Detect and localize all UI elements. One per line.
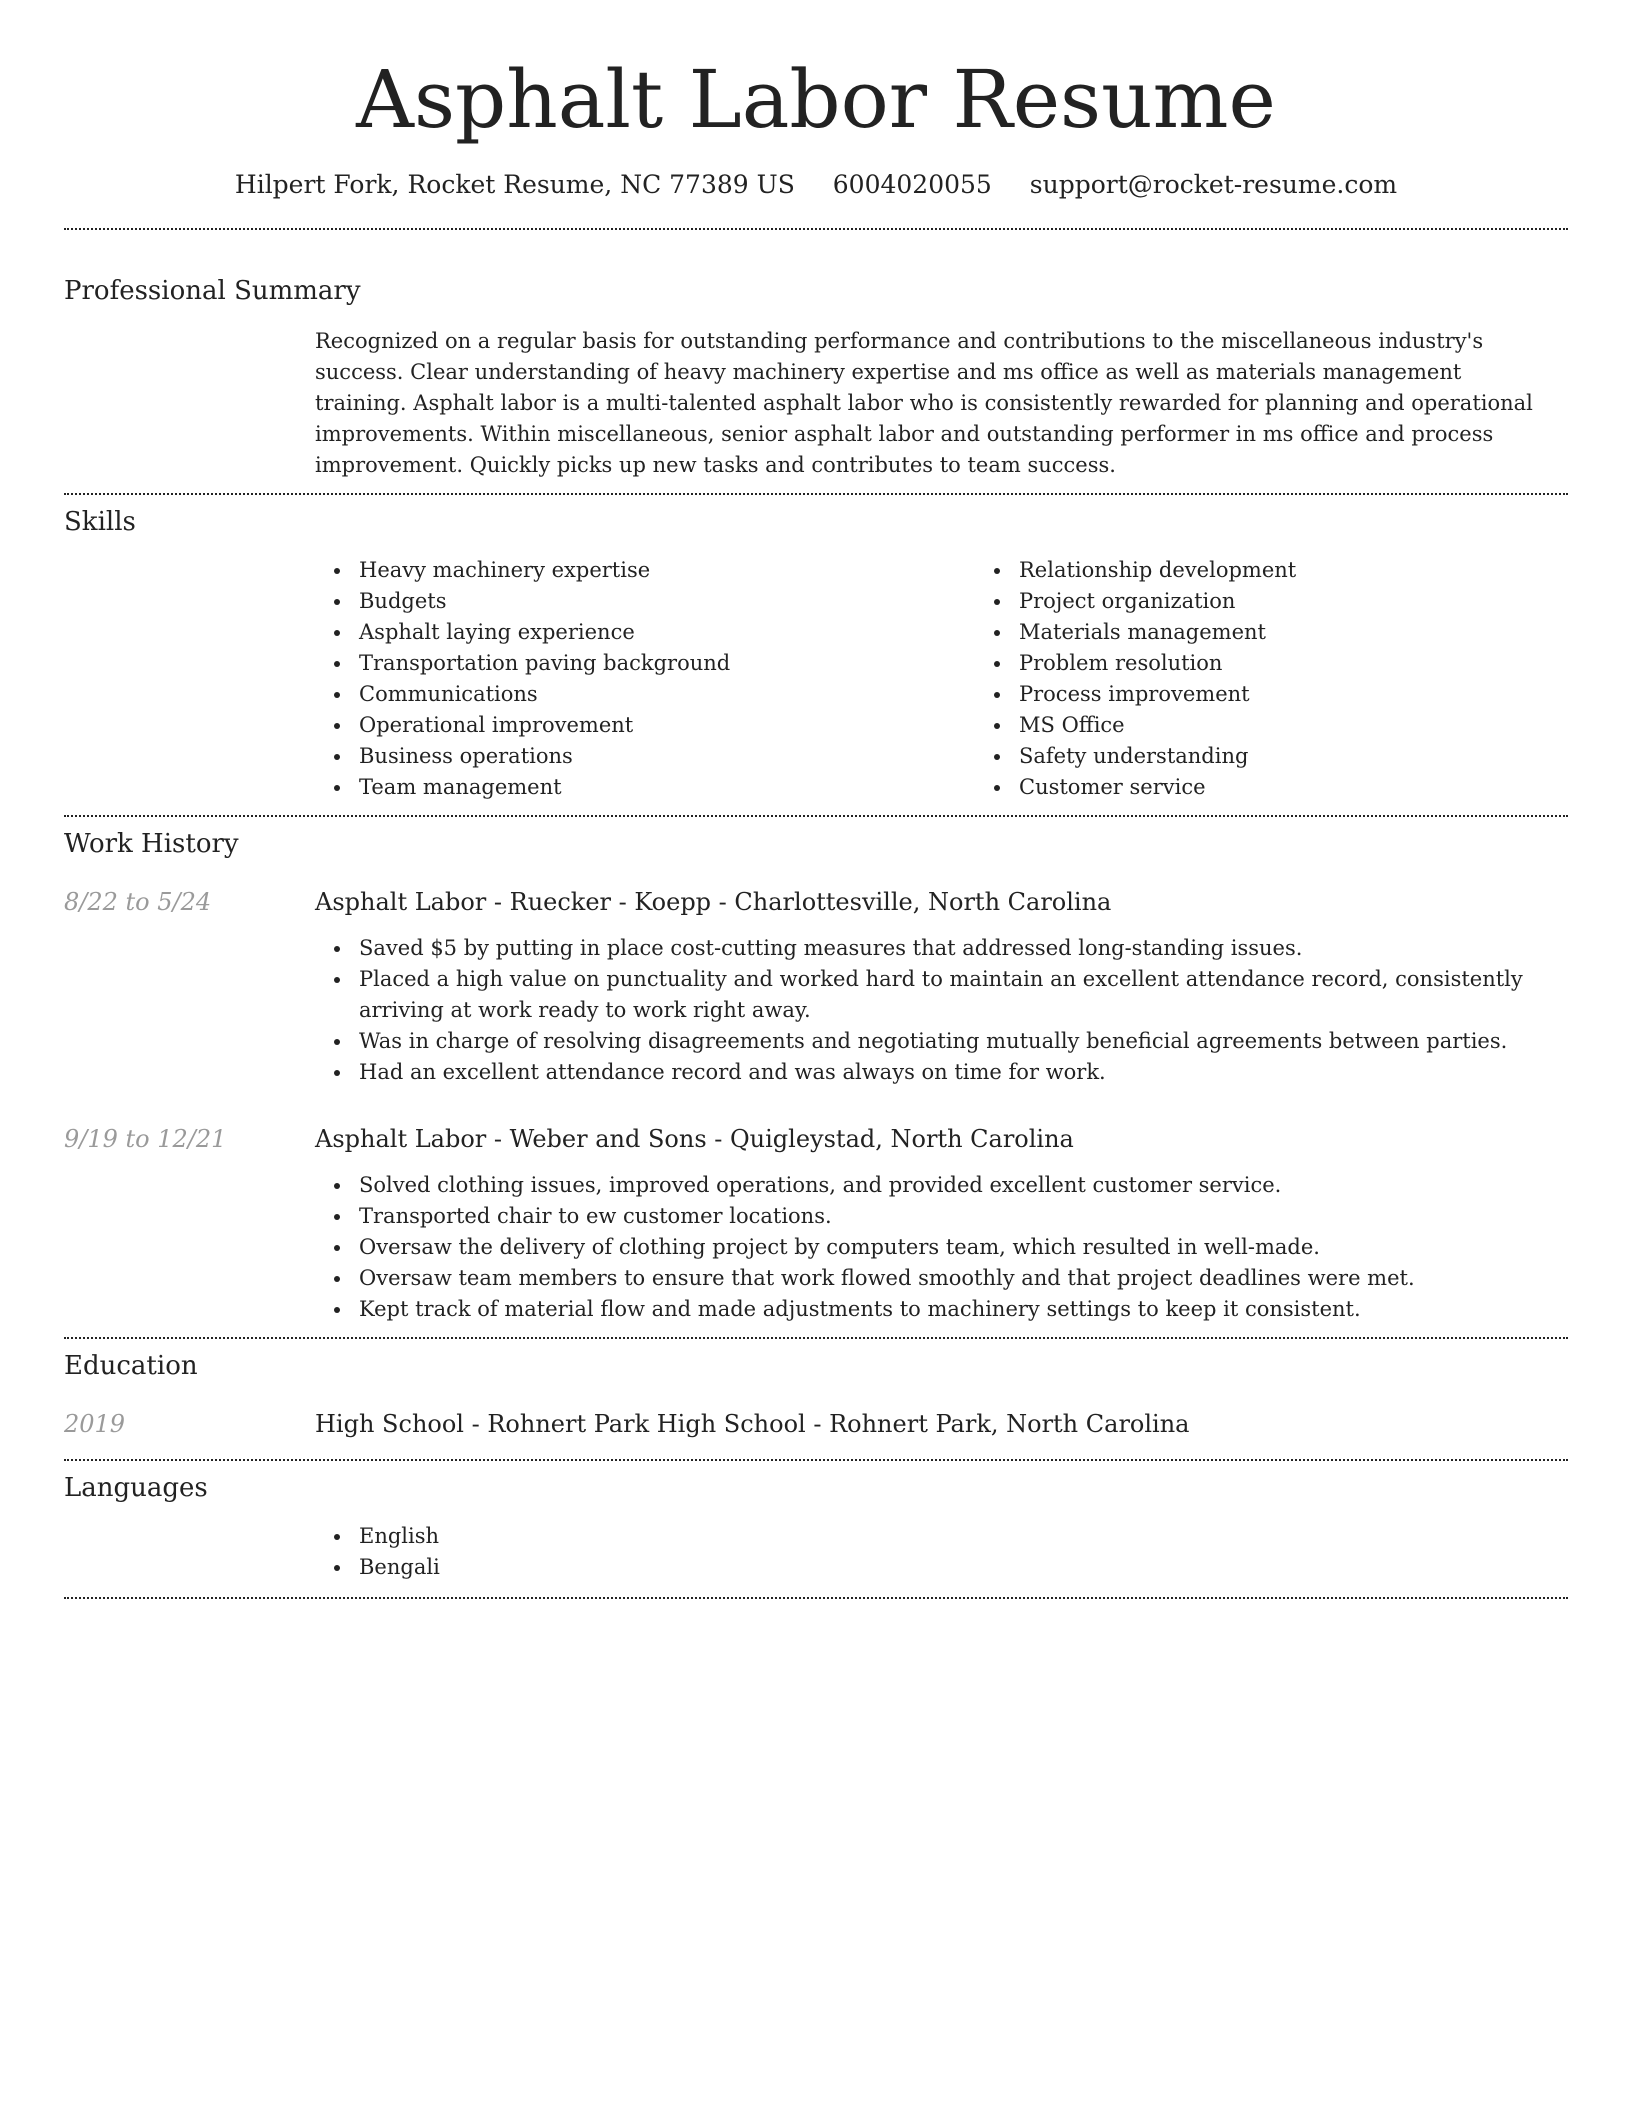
job-dates: 9/19 to 12/21: [64, 1125, 227, 1153]
list-item: Transportation paving background: [359, 648, 975, 679]
divider: [64, 1597, 1568, 1599]
divider: [64, 493, 1568, 495]
list-item: English: [359, 1521, 1568, 1552]
list-item: Saved $5 by putting in place cost-cutting measures that addressed long-standing issues.: [359, 933, 1568, 964]
job-bullets: [315, 1170, 1568, 1325]
contact-address: Hilpert Fork, Rocket Resume, NC 77389 US: [234, 170, 795, 199]
languages-body: [315, 1521, 1568, 1583]
divider: [64, 1459, 1568, 1461]
job-entry: [64, 885, 1568, 1088]
job-entry: [64, 1122, 1568, 1325]
skills-list-left: [315, 555, 975, 803]
education-body: [315, 1407, 1568, 1441]
list-item: Process improvement: [1019, 679, 1632, 710]
list-item: Relationship development: [1019, 555, 1632, 586]
list-item: Safety understanding: [1019, 741, 1632, 772]
divider: [64, 815, 1568, 817]
list-item: Kept track of material flow and made adjustments to machinery settings to keep it consistent.: [359, 1294, 1568, 1325]
summary-body: [315, 326, 1568, 481]
list-item: Project organization: [1019, 586, 1632, 617]
resume-page: [64, 0, 1568, 1599]
list-item: Budgets: [359, 586, 975, 617]
summary-text: Recognized on a regular basis for outstanding performance and contributions to the miscellaneous industry's success. Clear understanding of heavy machinery expertise and ms office as well as materials management training. Asphalt labor is a multi-talented asphalt labor who is consistently rewarded for planning and operational improvements. Within miscellaneous, senior asphalt labor and outstanding performer in ms office and process improvement. Quickly picks up new tasks and contributes to team success.: [315, 329, 1533, 477]
languages-section: [64, 1521, 1568, 1583]
job-body: [315, 1122, 1568, 1325]
education-entry: [64, 1407, 1568, 1441]
job-heading: Asphalt Labor - Weber and Sons - Quigleystad, North Carolina: [315, 1125, 1074, 1153]
job-body: [315, 885, 1568, 1088]
list-item: Placed a high value on punctuality and worked hard to maintain an excellent attendance record, consistently arriving at work ready to work right away.: [359, 964, 1568, 1026]
skills-left-spacer: [64, 555, 315, 803]
contact-phone: 6004020055: [832, 170, 992, 199]
divider: [64, 1337, 1568, 1339]
summary-heading: Professional Summary: [64, 276, 361, 306]
list-item: Team management: [359, 772, 975, 803]
list-item: Operational improvement: [359, 710, 975, 741]
list-item: Materials management: [1019, 617, 1632, 648]
skills-section: [64, 555, 1568, 803]
list-item: Asphalt laying experience: [359, 617, 975, 648]
contact-line: [64, 168, 1568, 202]
list-item: Had an excellent attendance record and was always on time for work.: [359, 1057, 1568, 1088]
work-heading: Work History: [64, 829, 239, 859]
job-dates: 8/22 to 5/24: [64, 888, 212, 916]
languages-heading: Languages: [64, 1473, 208, 1503]
job-bullets: [315, 933, 1568, 1088]
list-item: Problem resolution: [1019, 648, 1632, 679]
summary-left-spacer: [64, 326, 315, 481]
list-item: Business operations: [359, 741, 975, 772]
list-item: Was in charge of resolving disagreements and negotiating mutually beneficial agreements between parties.: [359, 1026, 1568, 1057]
list-item: Solved clothing issues, improved operations, and provided excellent customer service.: [359, 1170, 1568, 1201]
list-item: Oversaw team members to ensure that work flowed smoothly and that project deadlines were met.: [359, 1263, 1568, 1294]
skills-heading: Skills: [64, 507, 136, 537]
divider: [64, 228, 1568, 230]
languages-left-spacer: [64, 1521, 315, 1583]
list-item: Heavy machinery expertise: [359, 555, 975, 586]
skills-list-right: [975, 555, 1632, 803]
education-heading: Education: [64, 1351, 198, 1381]
job-heading: Asphalt Labor - Ruecker - Koepp - Charlottesville, North Carolina: [315, 888, 1112, 916]
list-item: Oversaw the delivery of clothing project by computers team, which resulted in well-made.: [359, 1232, 1568, 1263]
list-item: Communications: [359, 679, 975, 710]
education-heading-line: High School - Rohnert Park High School - Rohnert Park, North Carolina: [315, 1410, 1190, 1438]
list-item: Bengali: [359, 1552, 1568, 1583]
education-year: 2019: [64, 1410, 126, 1438]
languages-list: [315, 1521, 1568, 1583]
list-item: MS Office: [1019, 710, 1632, 741]
summary-section: [64, 326, 1568, 481]
contact-email: support@rocket-resume.com: [1029, 170, 1398, 199]
list-item: Customer service: [1019, 772, 1632, 803]
resume-title: Asphalt Labor Resume: [356, 53, 1276, 146]
list-item: Transported chair to ew customer locations.: [359, 1201, 1568, 1232]
skills-grid: [315, 555, 1632, 803]
